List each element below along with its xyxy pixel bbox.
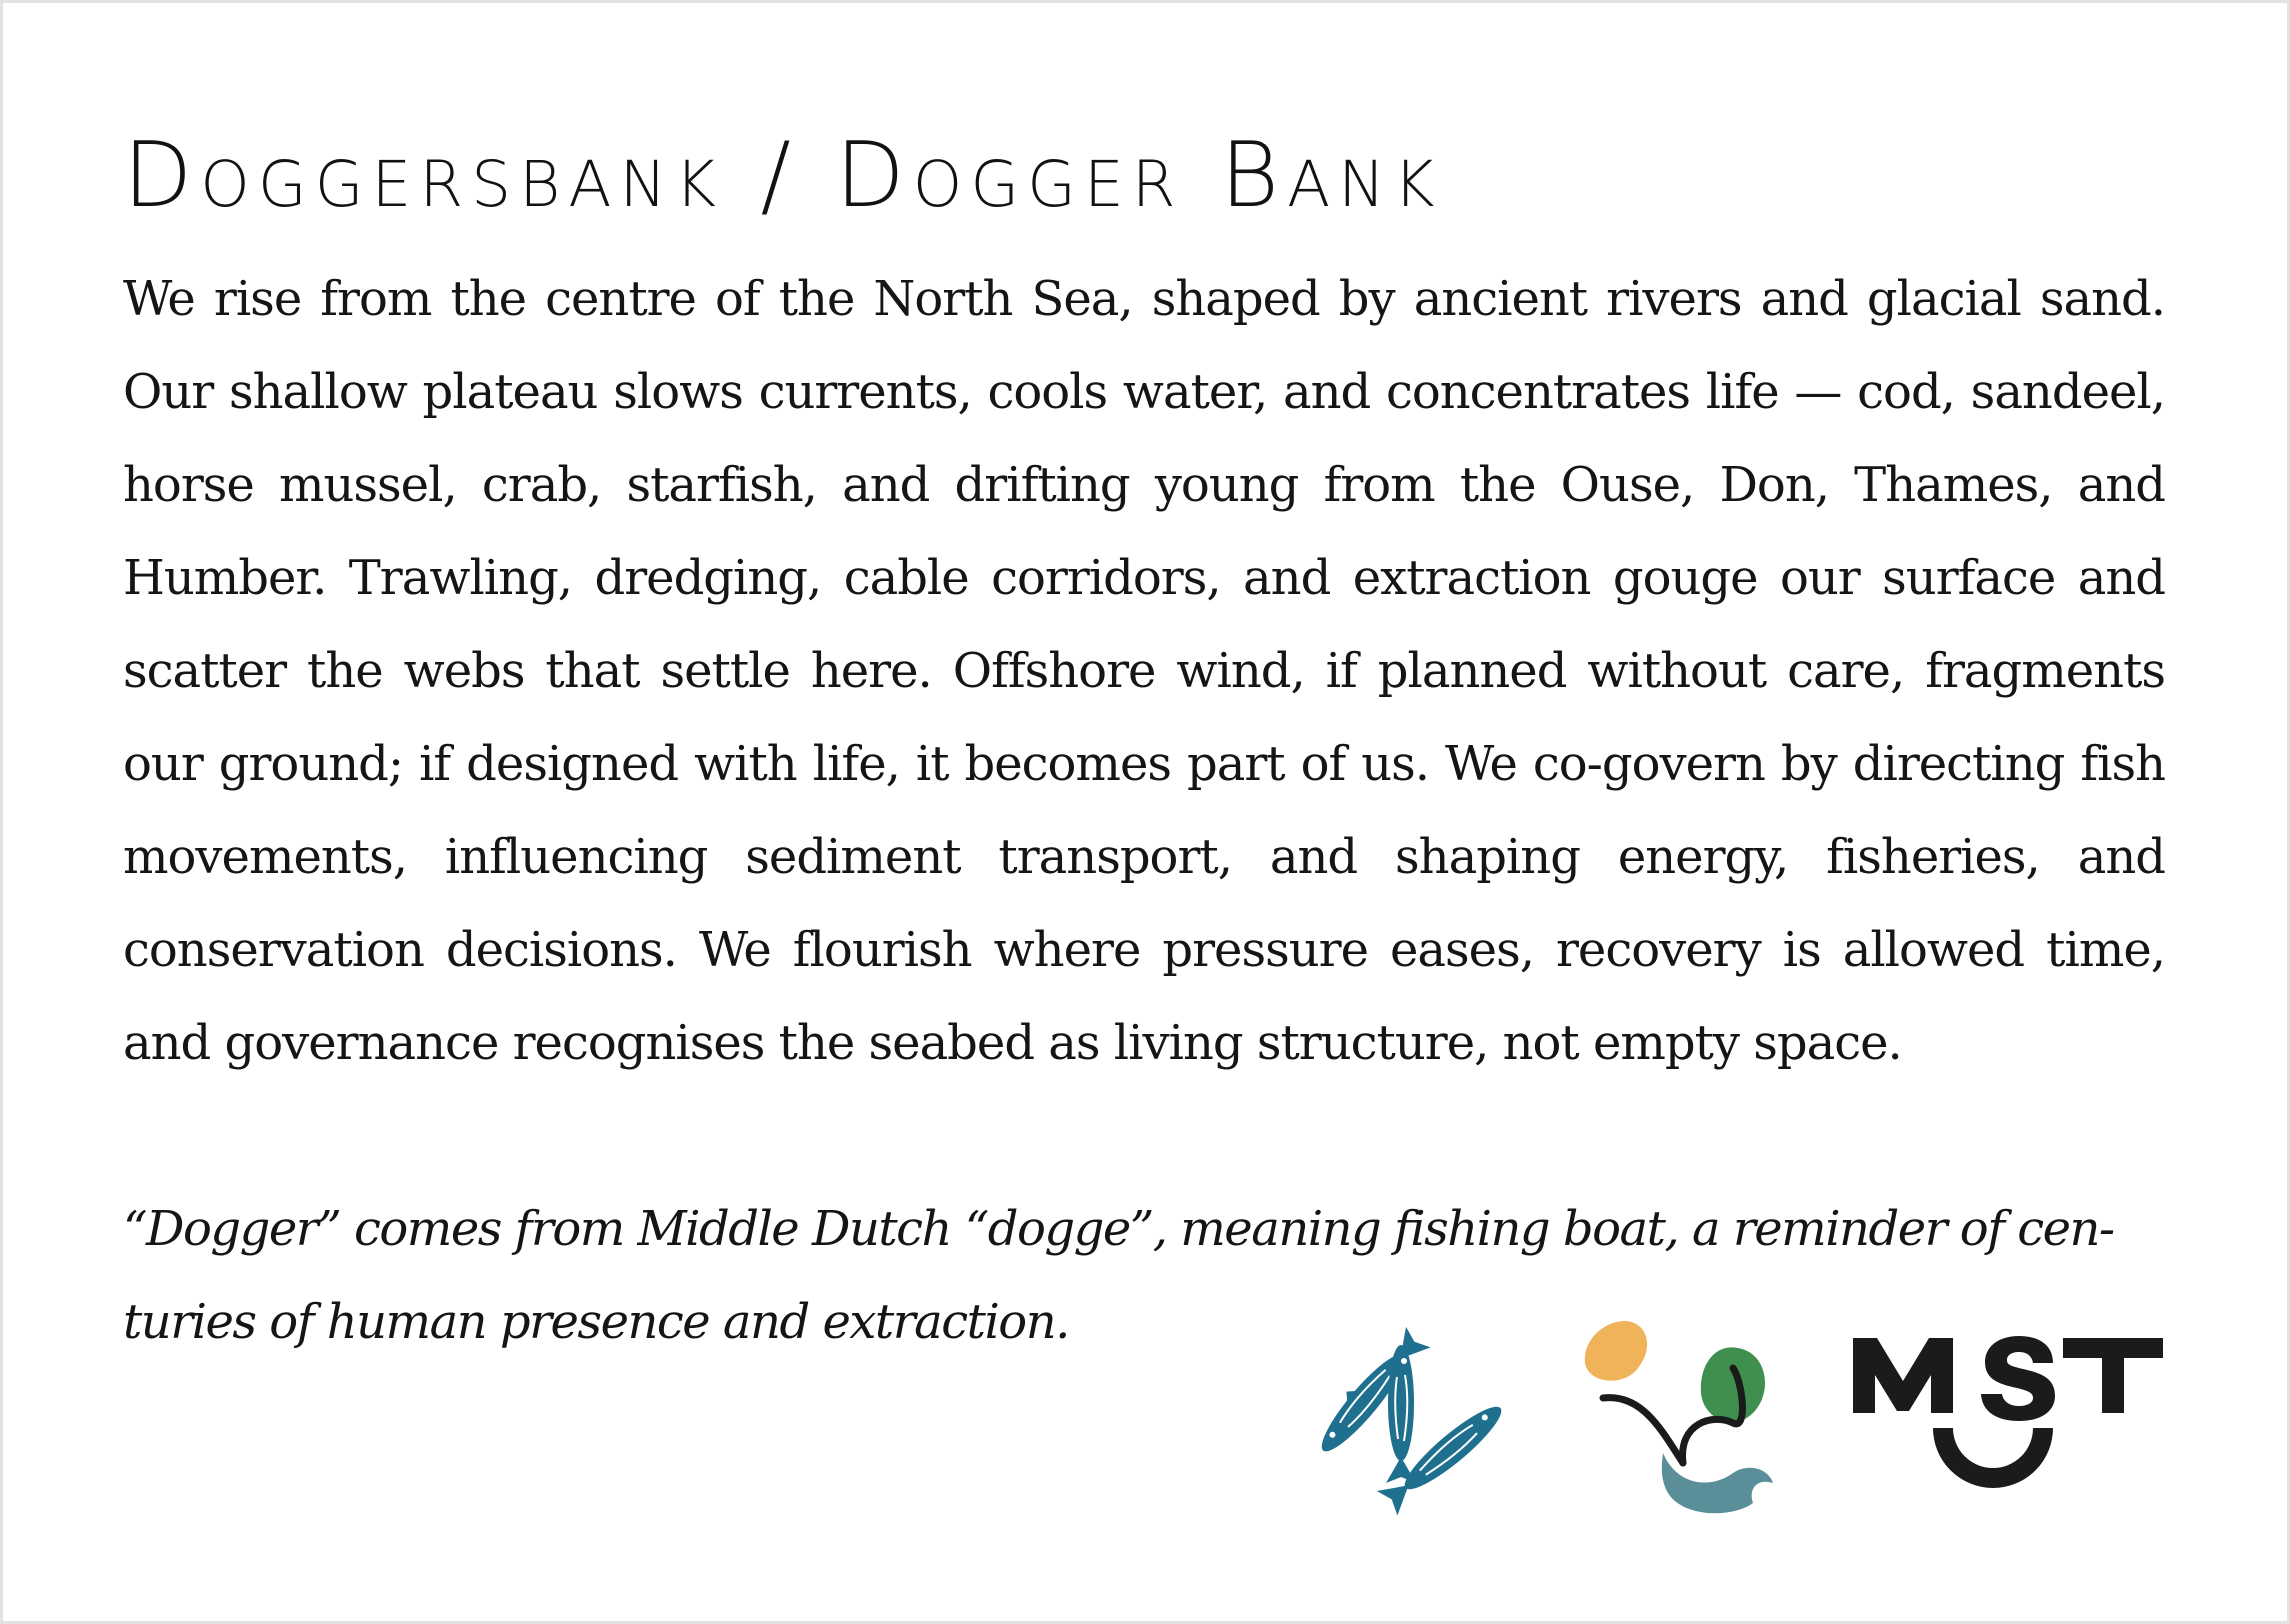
page-title: Doggersbank / Dogger Bank (123, 123, 1443, 228)
logo-row (1303, 1293, 2183, 1533)
etymology-note: “Dogger” comes from Middle Dutch “dogge”, meaning fishing boat, a reminder of centuries of human presence and extraction. (123, 1201, 2116, 1350)
body-paragraph: We rise from the centre of the North Sea, shaped by ancient rivers and glacial sand. Our shallow plateau slows currents, cools water, and concentrates life — cod, sandeel, horse mussel, crab, starfish, and drifting young from the Ouse, Don, Thames, and Humber. Trawling, dredging, cable corridors, and extraction gouge our surface and scatter the webs that settle here. Offshore wind, if planned without care, fragments our ground; if designed with life, it becomes part of us. We co-govern by directing fish movements, influencing sediment transport, and shaping energy, fisheries, and conservation decisions. We flourish where pressure eases, recovery is allowed time, and governance recognises the seabed as living structure, not empty space. (123, 271, 2165, 1071)
fish-logo-icon (1303, 1293, 1533, 1523)
must-logo-icon (1843, 1323, 2173, 1503)
plant-wave-logo-icon (1583, 1313, 1783, 1523)
